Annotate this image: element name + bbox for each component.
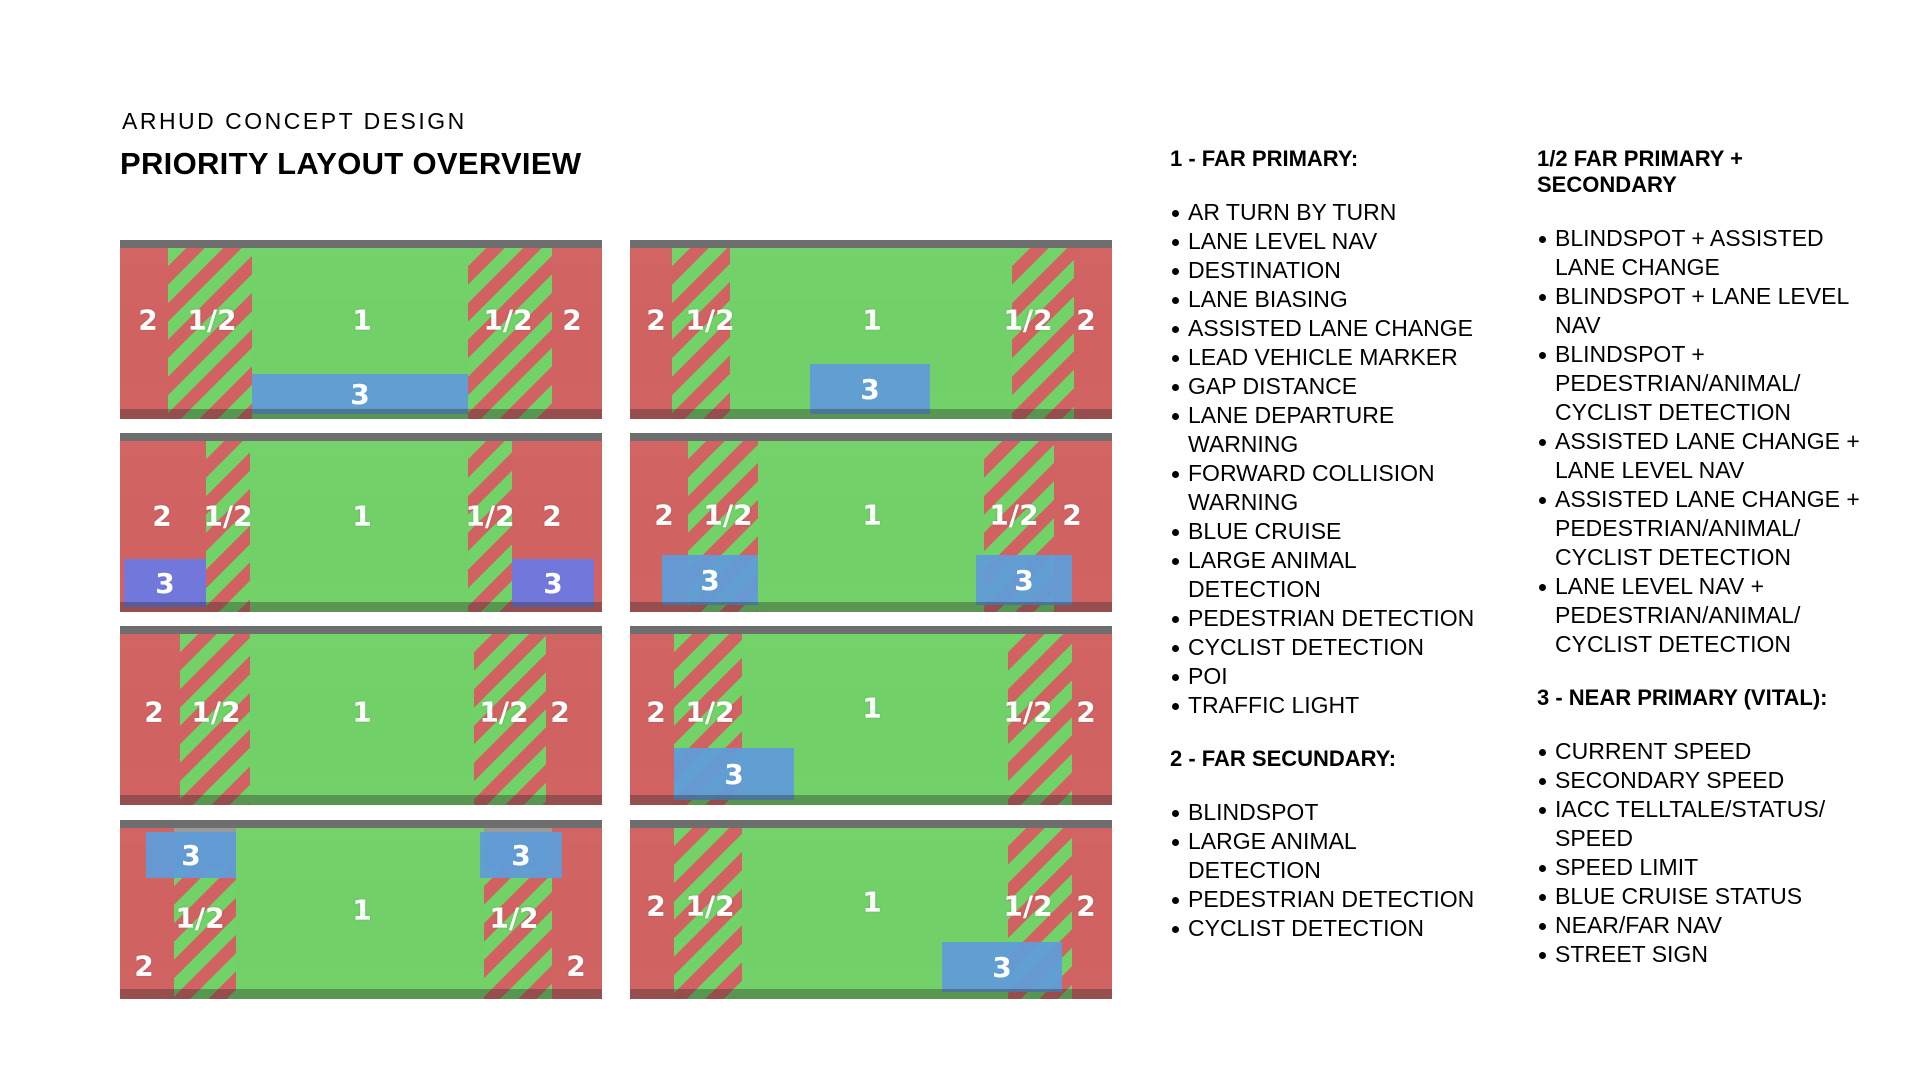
label-far-secondary-right: 2	[550, 695, 570, 729]
list-far-primary	[1170, 198, 1500, 720]
label-far-secondary-right: 2	[1062, 498, 1082, 532]
label-far-secondary-right: 2	[562, 303, 582, 337]
label-mixed-right: 1/2	[1003, 889, 1053, 923]
label-far-secondary-left: 2	[134, 949, 154, 983]
label-far-secondary-right: 2	[542, 499, 562, 533]
label-far-primary: 1	[862, 498, 882, 532]
list-far-secondary	[1170, 798, 1500, 943]
layout-panel-top-right	[630, 240, 1112, 419]
label-far-secondary-left: 2	[646, 303, 666, 337]
list-item: ASSISTED LANE CHANGE + PEDESTRIAN/ANIMAL/ CYCLIST DETECTION	[1537, 485, 1875, 572]
layout-panel-row4-right	[630, 820, 1112, 999]
label-far-primary: 1	[352, 893, 372, 927]
list-near-primary	[1537, 737, 1887, 969]
label-mixed-left: 1/2	[703, 498, 753, 532]
list-item: LANE LEVEL NAV	[1170, 227, 1500, 256]
label-mixed-left: 1/2	[175, 901, 225, 935]
heading-mixed: 1/2 FAR PRIMARY + SECONDARY	[1537, 146, 1744, 197]
label-mixed-right: 1/2	[465, 499, 515, 533]
zone-near-primary: 3	[674, 748, 794, 800]
zone-near-primary: 3	[810, 364, 930, 414]
label-mixed-right: 1/2	[1003, 695, 1053, 729]
label-mixed-left: 1/2	[191, 695, 241, 729]
list-item: LANE LEVEL NAV + PEDESTRIAN/ANIMAL/ CYCLIST DETECTION	[1537, 572, 1845, 659]
label-far-secondary-left: 2	[152, 499, 172, 533]
list-item: DESTINATION	[1170, 256, 1500, 285]
label-mixed-right: 1/2	[989, 498, 1039, 532]
label-mixed-left: 1/2	[685, 889, 735, 923]
label-far-primary: 1	[862, 691, 882, 725]
label-far-secondary-left: 2	[144, 695, 164, 729]
list-item: LEAD VEHICLE MARKER	[1170, 343, 1500, 372]
label-far-secondary-right: 2	[1076, 695, 1096, 729]
list-item: PEDESTRIAN DETECTION	[1170, 885, 1500, 914]
label-far-secondary-right: 2	[1076, 303, 1096, 337]
zone-near-primary-left: 3	[662, 555, 758, 605]
layout-panel-row2-left	[120, 433, 602, 612]
list-item: CYCLIST DETECTION	[1170, 633, 1500, 662]
list-item: TRAFFIC LIGHT	[1170, 691, 1500, 720]
layout-panel-row3-left	[120, 626, 602, 805]
zone-near-primary: 3	[942, 942, 1062, 992]
list-item: CYCLIST DETECTION	[1170, 914, 1500, 943]
list-item: SECONDARY SPEED	[1537, 766, 1887, 795]
label-mixed-left: 1/2	[203, 499, 253, 533]
heading-far-primary: 1 - FAR PRIMARY:	[1170, 146, 1359, 171]
list-item: LARGE ANIMAL DETECTION	[1170, 546, 1408, 604]
list-item: IACC TELLTALE/STATUS/ SPEED	[1537, 795, 1875, 853]
list-item: POI	[1170, 662, 1500, 691]
list-item: BLINDSPOT	[1170, 798, 1500, 827]
list-item: BLUE CRUISE STATUS	[1537, 882, 1887, 911]
zone-near-primary-right: 3	[512, 559, 594, 607]
label-mixed-right: 1/2	[483, 303, 533, 337]
label-far-secondary-left: 2	[138, 303, 158, 337]
list-item: BLINDSPOT + ASSISTED LANE CHANGE	[1537, 224, 1855, 282]
label-mixed-right: 1/2	[1003, 303, 1053, 337]
label-mixed-left: 1/2	[685, 303, 735, 337]
label-far-primary: 1	[862, 885, 882, 919]
label-mixed-left: 1/2	[685, 695, 735, 729]
heading-near-primary: 3 - NEAR PRIMARY (VITAL):	[1537, 685, 1828, 710]
list-item: LARGE ANIMAL DETECTION	[1170, 827, 1408, 885]
label-far-primary: 1	[862, 303, 882, 337]
zone-near-primary-right: 3	[976, 555, 1072, 605]
label-mixed-right: 1/2	[489, 901, 539, 935]
label-far-secondary-left: 2	[646, 695, 666, 729]
layout-panel-row4-left	[120, 820, 602, 999]
eyebrow-label: ARHUD CONCEPT DESIGN	[122, 108, 467, 134]
heading-far-secondary: 2 - FAR SECUNDARY:	[1170, 746, 1397, 771]
zone-near-primary-left: 3	[124, 559, 206, 607]
label-mixed-right: 1/2	[479, 695, 529, 729]
list-mixed	[1537, 224, 1887, 659]
zone-near-primary-left: 3	[146, 832, 236, 878]
zone-near-primary: 3	[252, 374, 468, 414]
list-item: ASSISTED LANE CHANGE	[1170, 314, 1500, 343]
list-item: NEAR/FAR NAV	[1537, 911, 1887, 940]
label-far-primary: 1	[352, 303, 372, 337]
list-item: BLINDSPOT + LANE LEVEL NAV	[1537, 282, 1895, 340]
list-item: AR TURN BY TURN	[1170, 198, 1500, 227]
zone-near-primary-right: 3	[480, 832, 562, 878]
list-item: LANE DEPARTURE WARNING	[1170, 401, 1418, 459]
list-column-right	[1537, 146, 1887, 969]
label-far-primary: 1	[352, 499, 372, 533]
label-far-secondary-right: 2	[1076, 889, 1096, 923]
label-far-primary: 1	[352, 695, 372, 729]
list-item: BLINDSPOT + PEDESTRIAN/ANIMAL/ CYCLIST DETECTION	[1537, 340, 1845, 427]
list-column-left	[1170, 146, 1500, 943]
list-item: SPEED LIMIT	[1537, 853, 1887, 882]
list-item: PEDESTRIAN DETECTION	[1170, 604, 1500, 633]
layout-panel-row2-right	[630, 433, 1112, 612]
page-title: PRIORITY LAYOUT OVERVIEW	[120, 146, 582, 181]
label-far-secondary-right: 2	[566, 949, 586, 983]
list-item: ASSISTED LANE CHANGE + LANE LEVEL NAV	[1537, 427, 1875, 485]
layout-panel-top-left	[120, 240, 602, 419]
label-far-secondary-left: 2	[646, 889, 666, 923]
list-item: CURRENT SPEED	[1537, 737, 1887, 766]
label-mixed-left: 1/2	[187, 303, 237, 337]
label-far-secondary-left: 2	[654, 498, 674, 532]
list-item: BLUE CRUISE	[1170, 517, 1500, 546]
list-item: GAP DISTANCE	[1170, 372, 1500, 401]
list-item: LANE BIASING	[1170, 285, 1500, 314]
list-item: FORWARD COLLISION WARNING	[1170, 459, 1448, 517]
list-item: STREET SIGN	[1537, 940, 1887, 969]
layout-panel-row3-right	[630, 626, 1112, 805]
